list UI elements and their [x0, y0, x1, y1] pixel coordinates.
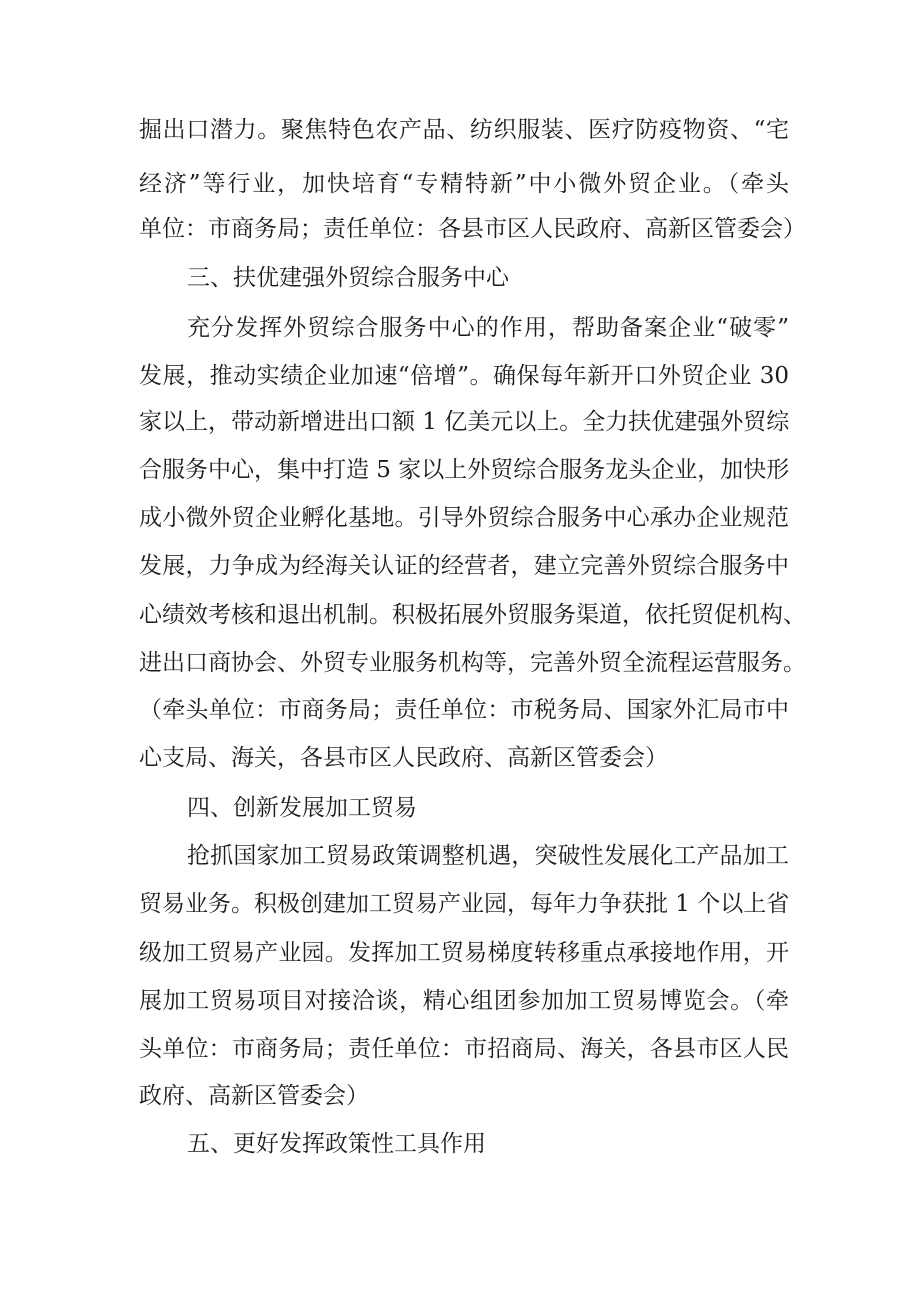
- paragraph-line: 级加工贸易产业园。发挥加工贸易梯度转移重点承接地作用，开: [139, 940, 789, 966]
- section-heading-4: 四、创新发展加工贸易: [187, 795, 417, 821]
- section-heading-3: 三、扶优建强外贸综合服务中心: [187, 265, 509, 291]
- section-heading-5: 五、更好发挥政策性工具作用: [187, 1131, 486, 1157]
- paragraph-line: 心支局、海关，各县市区人民政府、高新区管委会）: [139, 745, 668, 771]
- paragraph-line: 成小微外贸企业孵化基地。引导外贸综合服务中心承办企业规范: [139, 505, 789, 531]
- paragraph-line: 单位：市商务局；责任单位：各县市区人民政府、高新区管委会）: [139, 216, 806, 242]
- paragraph-line: （牵头单位：市商务局；责任单位：市税务局、国家外汇局市中: [139, 697, 789, 723]
- paragraph-line: 掘出口潜力。聚焦特色农产品、纺织服装、医疗防疫物资、“宅: [139, 117, 789, 143]
- paragraph-line: 合服务中心，集中打造 5 家以上外贸综合服务龙头企业，加快形: [139, 457, 790, 483]
- paragraph-line: 经济”等行业，加快培育“专精特新”中小微外贸企业。（牵头: [139, 171, 789, 197]
- paragraph-line: 进出口商协会、外贸专业服务机构等，完善外贸全流程运营服务。: [139, 650, 806, 676]
- paragraph-line: 展加工贸易项目对接洽谈，精心组团参加加工贸易博览会。（牵: [139, 988, 789, 1014]
- paragraph-line: 心绩效考核和退出机制。积极拓展外贸服务渠道，依托贸促机构、: [139, 602, 806, 628]
- paragraph-line: 政府、高新区管委会）: [139, 1083, 369, 1109]
- paragraph-line: 充分发挥外贸综合服务中心的作用，帮助备案企业“破零”: [187, 315, 789, 341]
- paragraph-line: 家以上，带动新增进出口额 1 亿美元以上。全力扶优建强外贸综: [139, 409, 790, 435]
- paragraph-line: 发展，力争成为经海关认证的经营者，建立完善外贸综合服务中: [139, 553, 789, 579]
- paragraph-line: 头单位：市商务局；责任单位：市招商局、海关，各县市区人民: [139, 1036, 789, 1062]
- paragraph-line: 发展，推动实绩企业加速“倍增”。确保每年新开口外贸企业 30: [139, 363, 789, 389]
- paragraph-line: 贸易业务。积极创建加工贸易产业园，每年力争获批 1 个以上省: [139, 891, 790, 917]
- paragraph-line: 抢抓国家加工贸易政策调整机遇，突破性发展化工产品加工: [187, 843, 789, 869]
